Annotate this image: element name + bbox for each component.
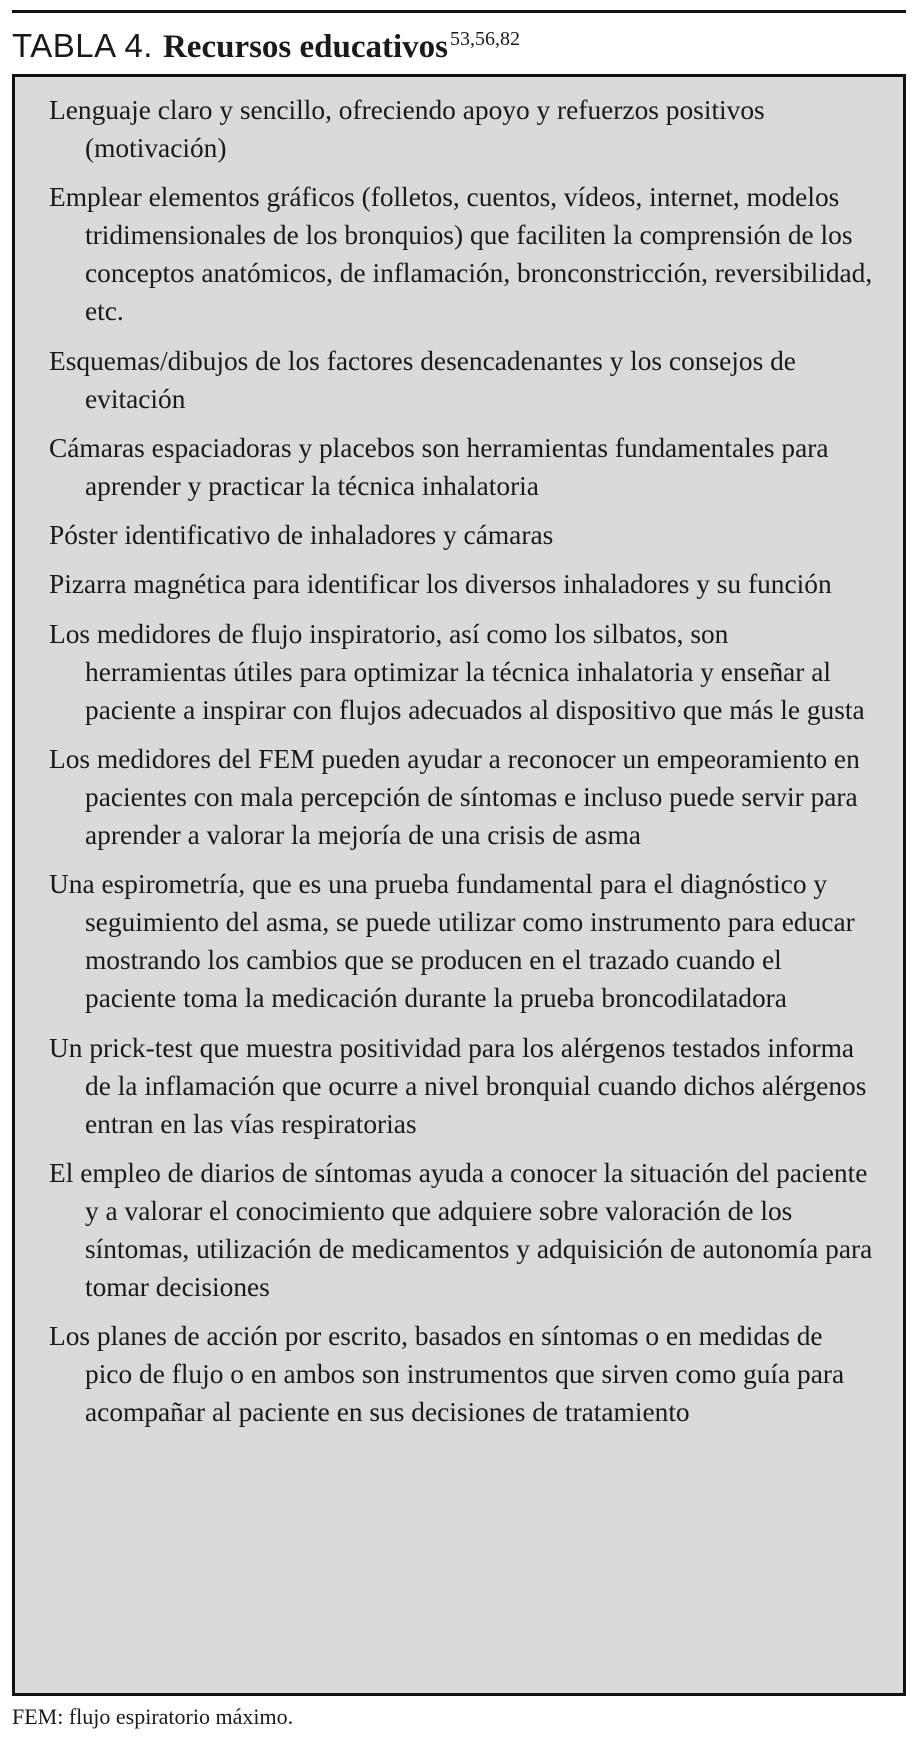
- table-references: 53,56,82: [450, 28, 521, 50]
- table-body: [12, 74, 906, 1696]
- list-item: Póster identificativo de inhaladores y cámaras: [49, 520, 554, 551]
- table-footnote: FEM: flujo espiratorio máximo.: [12, 1704, 294, 1729]
- list-item: Una espirometría, que es una prueba fundamental para el diagnóstico y seguimiento del asma, se puede utilizar como instrumento para educar mostrando los cambios que se producen en el trazado cuando el paciente toma la medicación durante la prueba broncodilatadora: [49, 869, 855, 1014]
- table-label: TABLA 4.: [12, 27, 153, 64]
- list-item: Un prick-test que muestra positividad para los alérgenos testados informa de la inflamación que ocurre a nivel bronquial cuando dichos alérgenos entran en las vías respiratorias: [49, 1032, 867, 1139]
- list-item: Los planes de acción por escrito, basados en síntomas o en medidas de pico de flujo o en ambos son instrumentos que sirven como guía para acompañar al paciente en sus decisiones de tratamiento: [49, 1321, 845, 1428]
- list-item: Los medidores de flujo inspiratorio, así como los silbatos, son herramientas útiles para optimizar la técnica inhalatoria y enseñar al paciente a inspirar con flujos adecuados al dispositivo que más le gusta: [49, 618, 865, 725]
- list-item: Emplear elementos gráficos (folletos, cuentos, vídeos, internet, modelos tridimensionales de los bronquios) que faciliten la comprensión de los conceptos anatómicos, de inflamación, bronconstricción, reversibilidad, etc.: [49, 182, 873, 327]
- list-item: El empleo de diarios de síntomas ayuda a conocer la situación del paciente y a valorar el conocimiento que adquiere sobre valoración de los síntomas, utilización de medicamentos y adquisición de autonomía para tomar decisiones: [49, 1157, 873, 1302]
- list-item: Esquemas/dibujos de los factores desencadenantes y los consejos de evitación: [49, 345, 796, 414]
- list-item: Cámaras espaciadoras y placebos son herramientas fundamentales para aprender y practicar la técnica inhalatoria: [49, 432, 829, 501]
- top-rule: [12, 10, 906, 13]
- list-item: Lenguaje claro y sencillo, ofreciendo apoyo y refuerzos positivos (motivación): [49, 95, 765, 163]
- table-caption: [12, 14, 520, 72]
- list-item: Pizarra magnética para identificar los diversos inhaladores y su función: [49, 569, 832, 600]
- table-title: Recursos educativos: [162, 29, 449, 65]
- list-item: Los medidores del FEM pueden ayudar a reconocer un empeoramiento en pacientes con mala percepción de síntomas e incluso puede servir para aprender a valorar la mejoría de una crisis de asma: [49, 744, 860, 851]
